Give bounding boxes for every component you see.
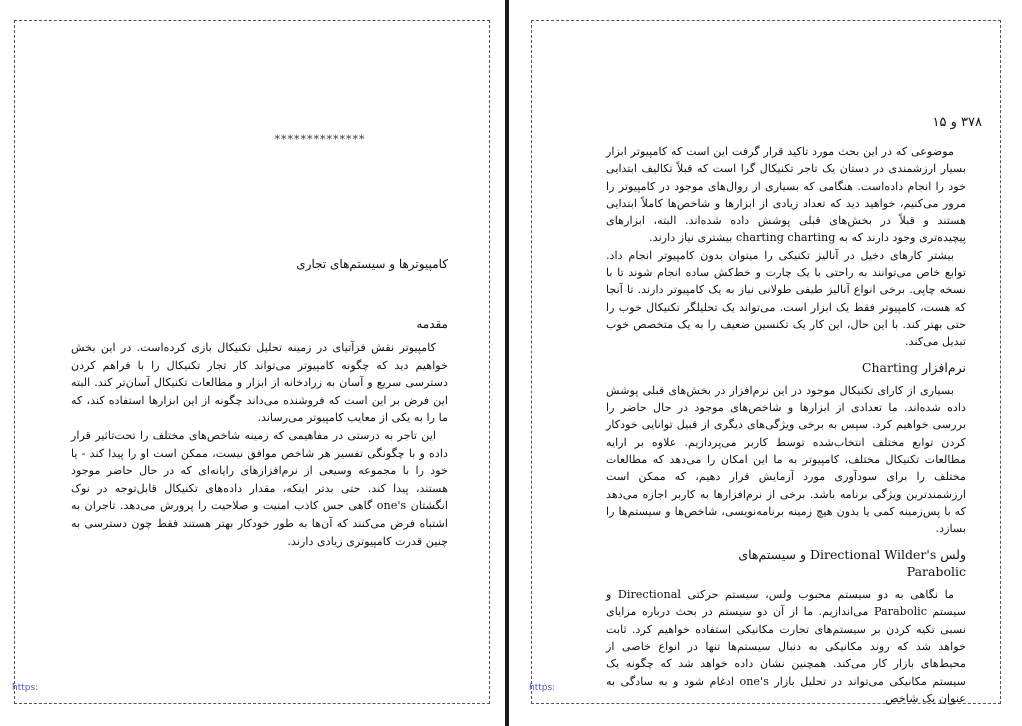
paragraph: موضوعی که در این بحث مورد تاکید قرار گرفت این است که کامپیوتر ابزار بسیار ارزشمندی در دستان یک تاجر تکنیکال گرا است که قبلاً تکالیف ابتدایی خود را انجام داده‌است. هنگامی که بسیاری از روال‌های موجود در کامپیوتر را مرور می‌کنیم، خواهید دید که تعداد زیادی از ابزارها و شاخص‌ها کاملاً ابتدایی هستند و قبلاً در بخش‌های قبلی پوشش داده شده‌اند. البته، ابزارهای پیچیده‌تری وجود دارند که به charting charting بیشتری نیاز دارند. bbox=[606, 145, 966, 245]
left-page bbox=[14, 20, 490, 704]
section-heading: مقدمه bbox=[416, 317, 448, 331]
page-url-link[interactable]: https: bbox=[529, 683, 556, 693]
page-url-link[interactable]: https: bbox=[12, 683, 39, 693]
paragraph: ما نگاهی به دو سیستم محبوب ولس، سیستم حرکتی Directional و سیستم Parabolic می‌اندازیم. ما از آن دو سیستم در بحث درباره مزایای نسبی تکیه کردن بر سیستم‌های تجارت مکانیکی استفاده خواهیم کرد. ثابت خواهد شد که روند مکانیکی به دنبال سیستم‌ها تنها در انواع خاصی از محیط‌های بازار کار می‌کند. همچنین نشان داده خواهد شد که چگونه یک سیستم مکانیکی می‌تواند در تحلیل بازار one's ادغام شود و به سادگی به عنوان یک شاخص bbox=[606, 588, 967, 705]
page-number: ۳۷۸ و ۱۵ bbox=[932, 115, 982, 130]
heading-wilder-systems bbox=[606, 546, 966, 581]
chapter-title: کامپیوترها و سیستم‌های تجاری bbox=[296, 257, 448, 271]
right-body-text bbox=[606, 143, 966, 707]
heading-wilder-line2: Parabolic bbox=[906, 563, 966, 579]
paragraph: بسیاری از کارای تکنیکال موجود در این نرم‌افزار در بخش‌های قبلی پوشش داده شده‌اند. ما تعدادی از ابزارها و شاخص‌های موجود در حال حاضر را بررسی خواهیم کرد. سپس به برخی ویژگی‌های دیگری از قبیل توانایی خودکار کردن توابع مختلف انتخاب‌شده توسط کاربر می‌پردازیم. علاوه بر ارایه مطالعات تکنیکال مختلف، کامپیوتر به ما این امکان را می‌دهد که مطالعات مختلف را برای سودآوری مورد آزمایش قرار دهیم، که ممکن است ارزشمندترین ویژگی برنامه باشد. برخی از نرم‌افزارها به کاربر اجازه می‌دهد که با پس‌زمینه کمی یا بدون هیچ زمینه برنامه‌نویسی، شاخص‌ها و سیستم‌ها را بسازد. bbox=[606, 383, 966, 536]
paragraph: این تاجر به درستی در مفاهیمی که زمینه شاخص‌های مختلف را تحت‌تاثیر قرار داده و با چگونگی تفسیر هر شاخص موافق نیست، ممکن است او را پیدا کند - یا خود را با مجموعه وسیعی از نرم‌افزارهای رایانه‌ای که در حال حاضر موجود هستند، پیدا کند. حتی بدتر اینکه، مقدار داده‌های تکنیکال قابل‌توجه در نوک انگشتان one's گاهی حس کاذب امنیت و صلاحیت را پرورش می‌دهد. تاجران به اشتباه فرض می‌کنند که آن‌ها به طور خودکار بهتر هستند فقط چون دسترسی به چنین قدرت کامپیوتری زیادی دارند. bbox=[71, 428, 449, 548]
left-body-text bbox=[71, 339, 448, 550]
paragraph: بیشتر کارهای دخیل در آنالیز تکنیکی را میتوان بدون کامپیوتر انجام داد. توابع خاص می‌توانند به راحتی با یک چارت و خط‌کش ساده انجام شوند تا با نسخه چاپی. برخی انواع آنالیز طیفی طولانی نیاز به یک کامپیوتر دارند. تا آنجا که هست، کامپیوتر فقط یک ابزار است. می‌تواند یک تحلیلگر تکنیکال خوب را حتی بهتر کند. با این حال، این کار یک تکنسین ضعیف را به یک متخصص خوب تبدیل می‌کند. bbox=[606, 248, 966, 349]
page-gutter bbox=[505, 0, 509, 726]
heading-wilder-line1: ولس Directional Wilder's و سیستم‌های bbox=[738, 546, 966, 562]
heading-charting-software: نرم‌افزار Charting bbox=[861, 359, 966, 375]
section-divider-stars: ************** bbox=[274, 133, 366, 146]
right-page bbox=[531, 20, 1001, 704]
paragraph: کامپیوتر نقش فزآتیای در زمینه تحلیل تکنیکال بازی کرده‌است. در این بخش خواهیم دید که چگونه کامپیوتر می‌تواند کار تجار تکنیکال را با فراهم کردن دسترسی سریع و آسان به زرادخانه از ابزار و مطالعات تکنیکال آسان‌تر کند. البته این فرض بر این است که فروشنده می‌داند چگونه از این ابزارها استفاده کند، که ما را به یکی از معایب کامپیوتر می‌رساند. bbox=[71, 341, 448, 425]
